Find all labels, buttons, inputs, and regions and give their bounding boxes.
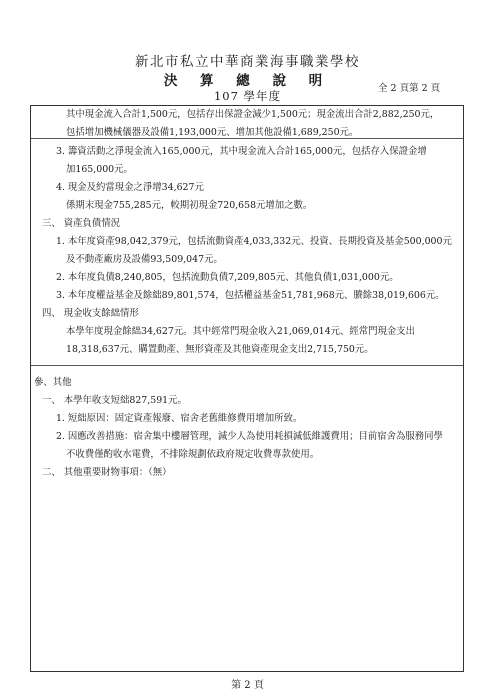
text-line: 係期末現金755,285元，較期初現金720,658元增加之數。 — [66, 200, 313, 211]
text-line: 其中現金流入合計1,500元，包括存出保證金減少1,500元；現金流出合計2,882,250元， — [66, 109, 440, 120]
text-line: 3. 本年度權益基金及餘絀89,801,574，包括權益基金51,781,968元、賸餘38,019,606元。 — [56, 290, 445, 301]
text-line: 包括增加機械儀器及設備1,193,000元、增加其他設備1,689,250元。 — [66, 127, 359, 138]
text-line: 2. 本年度負債8,240,805，包括流動負債7,209,805元、其他負債1,031,000元。 — [56, 272, 399, 283]
text-line: 18,318,637元、購置動產、無形資產及其他資產現金支出2,715,750元。 — [66, 344, 374, 355]
school-name: 新北市私立中華商業海事職業學校 — [135, 54, 360, 70]
text-line: 及不動產廠房及設備93,509,047元。 — [66, 254, 223, 265]
page-footer: 第 2 頁 — [231, 680, 264, 691]
text-line: 三、 資產負債情況 — [42, 218, 120, 229]
text-line: 二、 其他重要財物事項：（無） — [42, 467, 172, 478]
school-year: 107 學年度 — [213, 89, 282, 103]
text-line: 本學年度現金餘絀34,627元。其中經常門現金收入21,069,014元、經常門現金支出 — [66, 326, 415, 337]
text-line: 1. 短絀原因：固定資產報廢、宿舍老舊維修費用增加所致。 — [56, 413, 303, 424]
text-line: 2. 因應改善措施：宿舍集中樓層管理，減少人為使用耗損減低維護費用；目前宿舍為服務同學 — [56, 431, 443, 442]
text-line: 3. 籌資活動之淨現金流入165,000元，其中現金流入合計165,000元，包括存入保證金增 — [56, 146, 427, 157]
text-line: 參、其他 — [34, 377, 72, 388]
text-line: 一、 本學年收支短絀827,591元。 — [42, 395, 187, 406]
text-line: 1. 本年度資產98,042,379元，包括流動資產4,033,332元、投資、長期投資及基金500,000元 — [56, 236, 452, 247]
page-info: 全 2 頁第 2 頁 — [378, 83, 441, 94]
text-line: 四、 現金收支餘絀情形 — [42, 308, 139, 319]
text-line: 加165,000元。 — [66, 164, 133, 175]
text-line: 不收費僅酌收水電費，不排除規劃依政府規定收費專款使用。 — [66, 449, 320, 460]
divider-line-middle — [31, 365, 463, 366]
text-line: 4. 現金及約當現金之淨增34,627元 — [56, 182, 204, 193]
document-title-text: 決 算 總 說 明 — [163, 73, 332, 89]
